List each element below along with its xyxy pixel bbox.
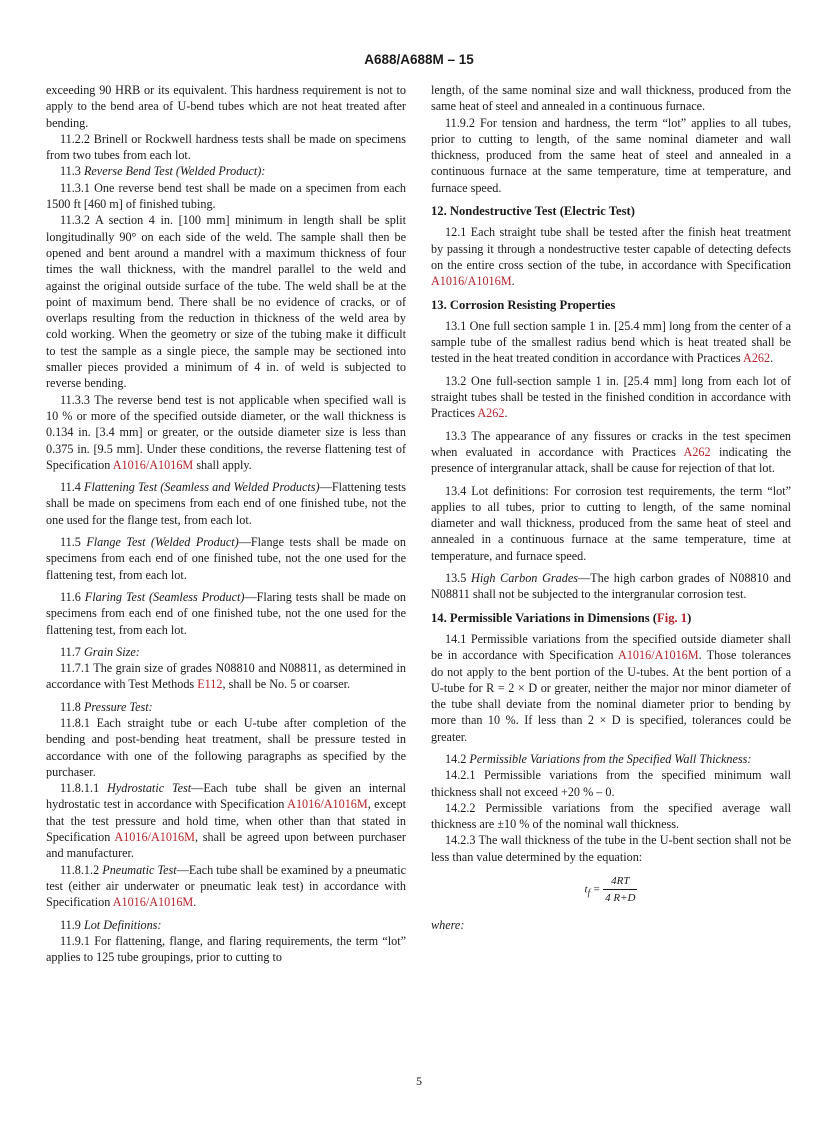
paragraph: 11.6 Flaring Test (Seamless Product)—Flaring tests shall be made on specimens from each end of one finished tube, not the one used for the flattening test, from each lot. [46,589,407,637]
equation: $t_f$ = $\frac{4RT}{4 R+D}$ [431,873,791,907]
equation-numerator: 4RT [603,873,637,890]
paragraph: 11.4 Flattening Test (Seamless and Welded Products)—Flattening tests shall be made on specimens from each end of one finished tube, not the one used for the flange test, from each lot. [46,480,407,527]
section-heading: 11.3 Reverse Bend Test (Welded Product): [60,164,266,179]
paragraph: 11.7.1 The grain size of grades N08810 and N08811, as determined in accordance with Test Methods E112, shall be No. 5 or coarser. [46,661,406,692]
page-number: 5 [416,1074,422,1088]
link-a1016[interactable]: A1016/A1016M [112,895,194,910]
paragraph: 14.1 Permissible variations from the specified outside diameter shall be in accordance with Specification A1016/A1016M. Those tolerances do not apply to the bent portion of the U-tubes. At the bent portion of a U-tube for R = 2 × D or greater, neither the major nor minor diameter of the tube shall deviate from the nominal diameter prior to bending by more than 10 %. If less than 2 × D is specified, tolerances could be greater. [431,631,791,744]
section-title-12: 12. Nondestructive Test (Electric Test) [431,204,635,219]
section-heading: 11.7 Grain Size: [60,644,140,659]
paragraph: 11.2.2 Brinell or Rockwell hardness tests shall be made on specimens from two tubes from each lot. [46,131,406,163]
equation-denominator: 4 R+D [605,892,636,905]
paragraph: exceeding 90 HRB or its equivalent. This hardness requirement is not to apply to the bend area of U-bend tubes which are not heat treated after bending. [46,83,406,130]
paragraph: 12.1 Each straight tube shall be tested after the finish heat treatment by passing it through a nondestructive tester capable of detecting defects on the entire cross section of the tube, in accordance with Specification A1016/A1016M. [431,225,791,289]
paragraph: 14.2.1 Permissible variations from the specified minimum wall thickness shall not exceed +20 % – 0. [431,768,791,799]
link-a1016[interactable]: A1016/A1016M [114,830,195,845]
link-a262[interactable]: A262 [683,444,711,459]
section-title-14: 14. Permissible Variations in Dimensions (Fig. 1) [431,610,692,625]
paragraph: 11.9.1 For flattening, flange, and flaring requirements, the term “lot” applies to 125 tube groupings, prior to cutting to [46,933,406,965]
section-heading: 11.8 Pressure Test: [60,699,153,714]
where-label: where: [431,917,465,932]
link-e112[interactable]: E112 [197,677,223,692]
paragraph: 11.8.1 Each straight tube or each U-tube after completion of the bending and post-bending heat treatment, shall be pressure tested in accordance with one of the following paragraphs as specified by the purchaser. [46,715,406,779]
link-a262[interactable]: A262 [477,406,505,421]
paragraph: 13.3 The appearance of any fissures or cracks in the test specimen when evaluated in accordance with Practices A262 indicating the presence of intergranular attack, shall be cause for rejection of that lot. [431,428,791,476]
paragraph: 11.8.1.1 Hydrostatic Test—Each tube shall be given an internal hydrostatic test in accordance with Specification A1016/A1016M, except that the test pressure and hold time, when other than that stated in Specification A1016/A1016M, shall be agreed upon between purchaser and manufacturer. [46,781,406,861]
link-a262[interactable]: A262 [743,351,771,366]
paragraph: 14.2.3 The wall thickness of the tube in the U-bent section shall not be less than value determined by the equation: [431,833,791,864]
paragraph: 11.9.2 For tension and hardness, the term “lot” applies to all tubes, prior to cutting to length, of the same nominal diameter and wall thickness, produced from the same heat of steel and annealed in a continuous furnace at the same temperature, time at temperature, and furnace speed. [431,115,791,195]
paragraph: 11.8.1.2 Pneumatic Test—Each tube shall be examined by a pneumatic test (either air underwater or pneumatic leak test) in accordance with Specification A1016/A1016M. [46,862,406,910]
paragraph: 13.5 High Carbon Grades—The high carbon grades of N08810 and N08811 shall not be subjected to the intergranular corrosion test. [431,571,791,602]
paragraph: 11.3.1 One reverse bend test shall be made on a specimen from each 1500 ft [460 m] of finished tubing. [46,180,406,212]
paragraph: 13.4 Lot definitions: For corrosion test requirements, the term “lot” applies to all tubes, prior to cutting to length, of the same nominal diameter and wall thickness, produced from the same heat of steel and annealed in a continuous furnace at the same temperature, time at temperature, and furnace speed. [431,483,791,563]
paragraph: 14.2.2 Permissible variations from the specified average wall thickness are ±10 % of the nominal wall thickness. [431,800,791,832]
left-column [46,82,406,965]
link-a1016[interactable]: A1016/A1016M [618,648,699,663]
link-fig-1[interactable]: Fig. 1 [657,610,688,625]
paragraph: 11.5 Flange Test (Welded Product)—Flange tests shall be made on specimens from each end of one finished tube, not the one used for the flattening test, from each lot. [46,535,406,582]
paragraph: 13.1 One full section sample 1 in. [25.4 mm] long from the center of a sample tube of the smallest radius bend which is heat treated shall be tested in the heat treated condition in accordance with Practices A262. [431,318,791,366]
section-heading: 14.2 Permissible Variations from the Specified Wall Thickness: [445,751,752,766]
link-a1016[interactable]: A1016/A1016M [287,797,368,812]
section-heading: 11.9 Lot Definitions: [60,917,162,932]
paragraph: length, of the same nominal size and wall thickness, produced from the same heat of steel and annealed in a continuous furnace. [431,83,791,114]
paragraph: 11.3.2 A section 4 in. [100 mm] minimum in length shall be split longitudinally 90° on each side of the weld. The sample shall then be opened and bent around a mandrel with a maximum thickness of four times the wall thickness, with the mandrel parallel to the weld and against the original outside surface of the tube. The weld shall be at the point of maximum bend. There shall be no evidence of cracks, or of overlaps resulting from the reduction in thickness of the weld area by cold working. When the geometry or size of the tubing make it difficult to test the sample as a single piece, the sample may be sectioned into smaller pieces provided a minimum of 4 in. of weld is subjected to reverse bending. [46,213,406,391]
link-a1016[interactable]: A1016/A1016M [112,457,194,472]
section-title-13: 13. Corrosion Resisting Properties [431,297,616,312]
link-a1016[interactable]: A1016/A1016M [431,274,512,289]
right-column [431,82,791,933]
paragraph: 11.3.3 The reverse bend test is not applicable when specified wall is 10 % or more of the specified outside diameter, or the wall thickness is 0.134 in. [3.4 mm] or greater, or the outside diameter size is less than 0.375 in. [9.5 mm]. Under these conditions, the reverse flattening test of Specification A1016/A1016M shall apply. [46,392,406,472]
paragraph: 13.2 One full-section sample 1 in. [25.4 mm] long from each lot of straight tubes shall be tested in the finished condition in accordance with Practices A262. [431,373,791,421]
document-header: A688/A688M – 15 [364,52,474,67]
